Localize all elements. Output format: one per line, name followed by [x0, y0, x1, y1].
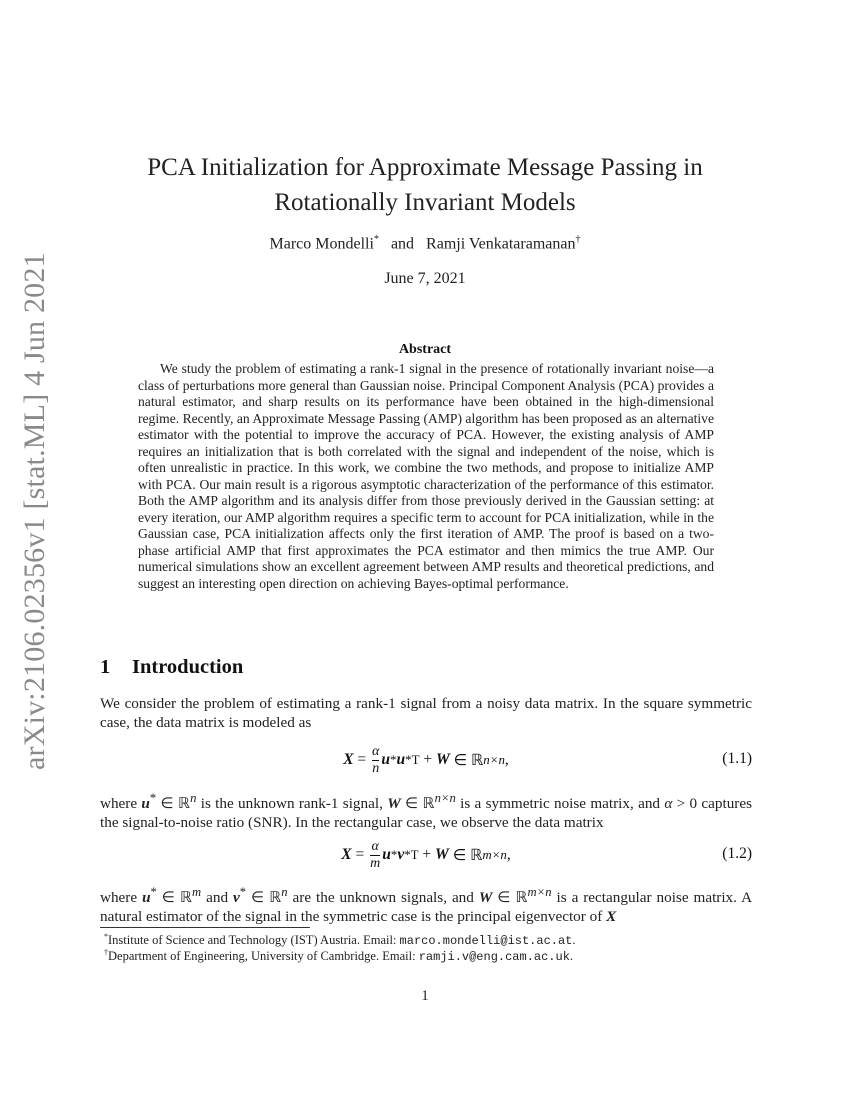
- footnote-1-email[interactable]: marco.mondelli@ist.ac.at: [399, 934, 573, 949]
- section-number: 1: [100, 656, 111, 678]
- p3-part-c: are the unknown signals, and: [292, 889, 474, 907]
- arxiv-stamp: arXiv:2106.02356v1 [stat.ML] 4 Jun 2021: [18, 252, 51, 770]
- p3-part-a: where: [100, 889, 138, 907]
- page-number: 1: [421, 988, 429, 1004]
- author-list: [100, 234, 750, 253]
- footnote-1-text: Institute of Science and Technology (IST) Austria. Email:: [108, 933, 397, 948]
- equation-2-label: (1.2): [722, 845, 752, 862]
- p3-part-b: and: [206, 889, 229, 907]
- title-line-1: PCA Initialization for Approximate Message Passing in: [147, 154, 703, 181]
- title-line-2: Rotationally Invariant Models: [274, 189, 576, 216]
- abstract-text: We study the problem of estimating a rank-1 signal in the presence of rotationally invariant noise—a class of perturbations more general than Gaussian noise. Principal Component Analysis (PCA) provides a natural estimator, and sharp results on its performance have been obtained in the high-dimensional regime. Recently, an Approximate Message Passing (AMP) algorithm has been proposed as an alternative estimator with the potential to improve the accuracy of PCA. However, the existing analysis of AMP requires an initialization that is both correlated with the signal and independent of the noise, which is often unrealistic in practice. In this work, we combine the two methods, and propose to initialize AMP with PCA. Our main result is a rigorous asymptotic characterization of the performance of this estimator. Both the AMP algorithm and its analysis differ from those previously derived in the Gaussian setting: at every iteration, our AMP algorithm requires a specific term to account for PCA initialization, while in the Gaussian case, PCA initialization affects only the first iteration of AMP. The proof is based on a two-phase artificial AMP that first approximates the PCA estimator and then mimics the true AMP. Our numerical simulations show an excellent agreement between AMP results and theoretical predictions, and suggest an interesting open direction on achieving Bayes-optimal performance.: [138, 361, 714, 591]
- footnote-1-mark: *: [104, 932, 108, 941]
- footnote-2-mark: †: [104, 948, 108, 957]
- author-conjunction: and: [390, 235, 415, 253]
- equation-1-label: (1.1): [722, 750, 752, 767]
- equation-1: [100, 740, 752, 780]
- p2-part-b: is the unknown rank-1 signal,: [200, 795, 383, 813]
- author-2-mark: †: [575, 234, 581, 245]
- equation-2-expression: X = $\frac{\alpha}{m}$ u * v *T + W ∈ ℝ m×n ,: [341, 838, 511, 871]
- footnote-2: †Department of Engineering, University of Cambridge. Email: ramji.v@eng.cam.ac.uk.: [104, 948, 574, 965]
- footnote-1: *Institute of Science and Technology (IST) Austria. Email: marco.mondelli@ist.ac.at.: [104, 932, 576, 949]
- footnote-2-text: Department of Engineering, University of Cambridge. Email:: [108, 949, 416, 964]
- paragraph-1: We consider the problem of estimating a rank-1 signal from a noisy data matrix. In the square symmetric case, the data matrix is modeled as: [100, 695, 752, 731]
- p2-part-d: captures the signal-to-noise ratio (SNR). In the rectangular case, we observe the data matrix: [100, 795, 753, 832]
- equation-1-expression: X = $\frac{\alpha}{n}$ u * u *T + W ∈ ℝ n×n ,: [343, 743, 509, 776]
- section-title: Introduction: [132, 656, 244, 678]
- footnote-2-email[interactable]: ramji.v@eng.cam.ac.uk: [418, 950, 570, 965]
- abstract-heading: Abstract: [398, 342, 452, 357]
- p3-part-d: is a rectangular noise matrix. A natural estimator of the signal in the symmetric case is the principal eigenvector of: [100, 889, 753, 926]
- author-1-mark: *: [373, 234, 379, 245]
- footnote-rule: [100, 927, 310, 928]
- paragraph-3: where u* ∈ ℝ$^m$ and v* ∈ ℝ$^n$ are the unknown signals, and W ∈ ℝ$^{m\times n}$ is a rectangular noise matrix. A natural estimator of the signal in the symmetric case is the principal eigenvector of X: [100, 885, 753, 926]
- p2-part-c: is a symmetric noise matrix, and: [460, 795, 661, 813]
- author-1: Marco Mondelli: [269, 235, 374, 253]
- paper-date: June 7, 2021: [384, 270, 466, 287]
- section-heading: [100, 656, 243, 679]
- equation-2: [100, 835, 752, 875]
- p2-part-a: where: [100, 795, 138, 813]
- paragraph-2: where u* ∈ ℝ$^n$ is the unknown rank-1 signal, W ∈ ℝ$^{n\times n}$ is a symmetric noise matrix, and α > 0 captures the signal-to-noise ratio (SNR). In the rectangular case, we observe the data matrix: [100, 791, 753, 832]
- paper-title: [100, 150, 750, 220]
- author-2: Ramji Venkataramanan: [426, 235, 576, 253]
